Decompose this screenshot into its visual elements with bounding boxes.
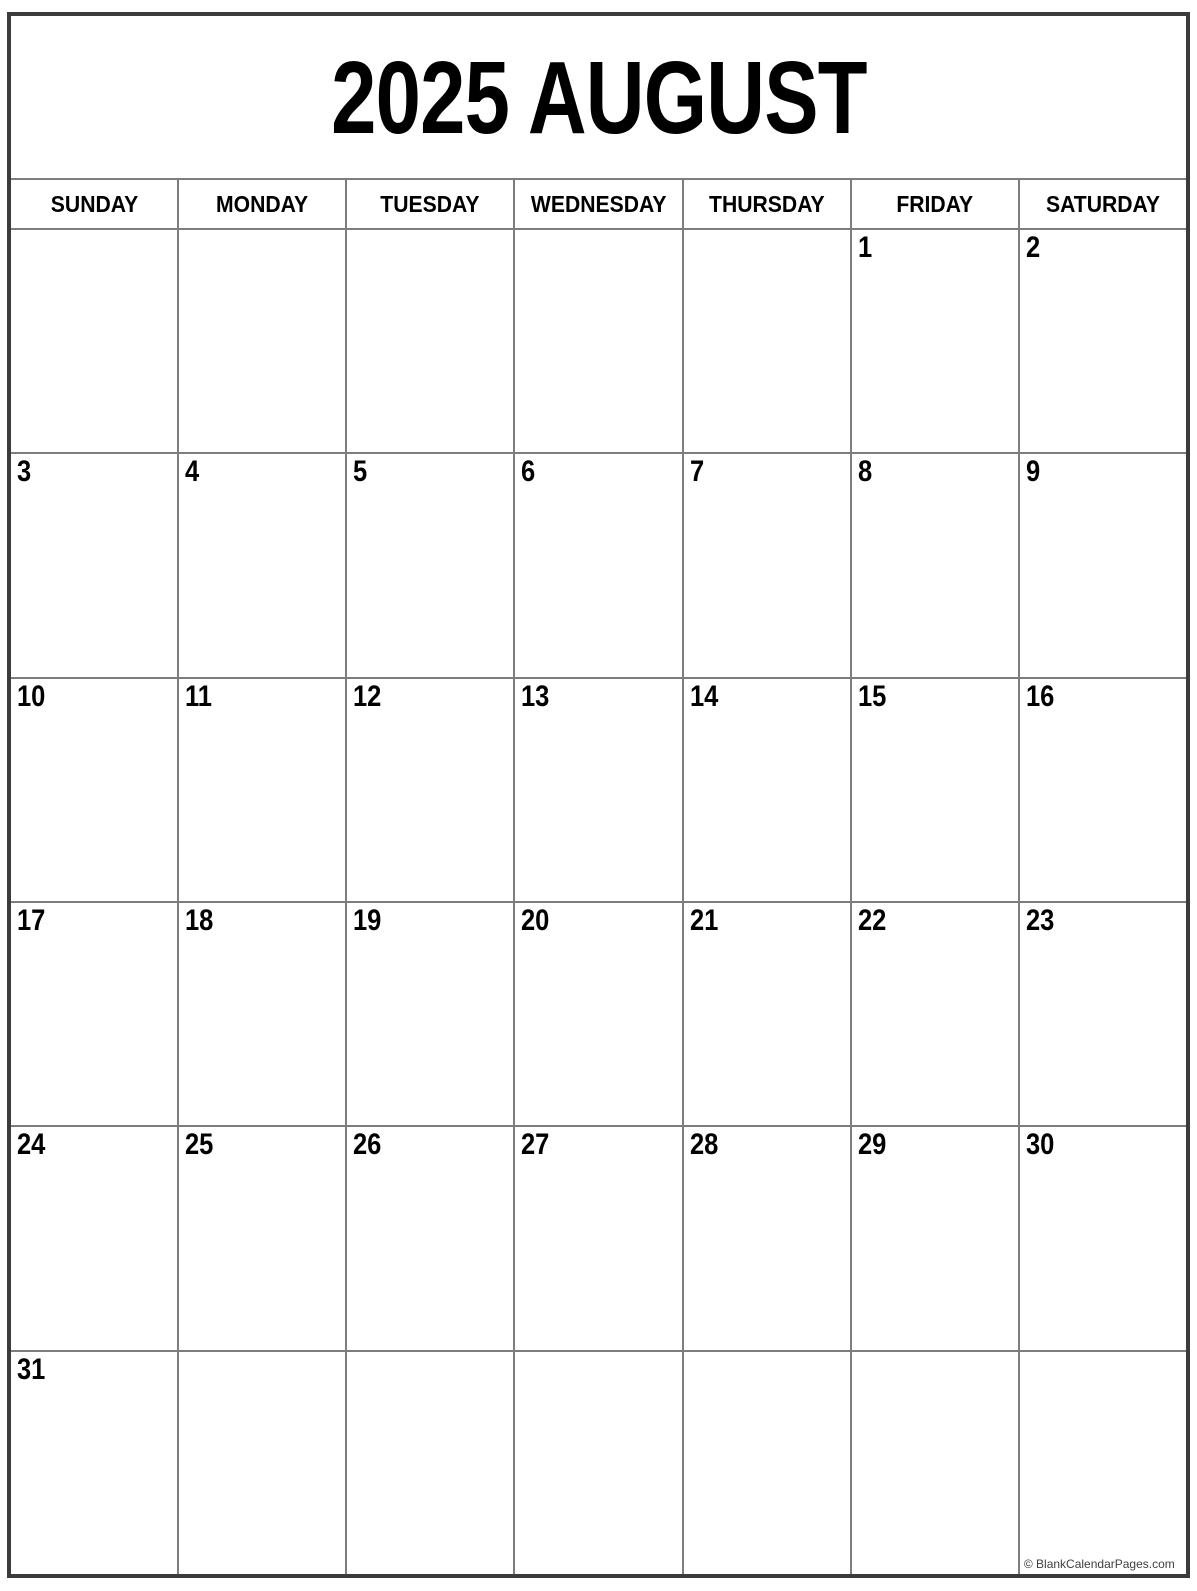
day-number: 11 bbox=[185, 679, 213, 713]
day-header-thursday bbox=[684, 180, 850, 228]
day-number: 1 bbox=[857, 231, 872, 264]
day-cell bbox=[1020, 454, 1186, 676]
day-number: 7 bbox=[689, 455, 704, 489]
day-number: 25 bbox=[185, 1128, 214, 1162]
day-cell bbox=[11, 230, 177, 452]
day-header-monday bbox=[179, 180, 345, 228]
day-header-saturday bbox=[1020, 180, 1186, 228]
day-cell bbox=[11, 679, 177, 901]
day-cell bbox=[347, 1127, 513, 1349]
day-number: 12 bbox=[353, 679, 382, 713]
day-cell bbox=[515, 454, 681, 676]
day-number: 2 bbox=[1025, 231, 1041, 264]
day-cell bbox=[179, 903, 345, 1125]
day-number: 27 bbox=[521, 1128, 550, 1162]
day-cell bbox=[852, 454, 1018, 676]
day-number: 18 bbox=[185, 903, 214, 937]
day-cell bbox=[347, 679, 513, 901]
day-number: 21 bbox=[689, 903, 718, 937]
day-number: 20 bbox=[521, 903, 550, 937]
day-number: 22 bbox=[857, 903, 887, 937]
day-cell bbox=[684, 230, 850, 452]
day-number: 5 bbox=[353, 455, 368, 489]
day-cell bbox=[179, 1127, 345, 1349]
day-number: 8 bbox=[857, 455, 872, 489]
day-cell bbox=[11, 454, 177, 676]
day-cell bbox=[515, 679, 681, 901]
day-cell bbox=[515, 903, 681, 1125]
day-cell bbox=[515, 1127, 681, 1349]
day-header-wednesday bbox=[515, 180, 681, 228]
day-header-sunday bbox=[11, 180, 177, 228]
day-cell bbox=[684, 1352, 850, 1574]
day-number: 13 bbox=[521, 679, 550, 713]
day-number: 28 bbox=[689, 1128, 718, 1162]
day-header-label: FRIDAY bbox=[896, 190, 974, 217]
day-header-label: SATURDAY bbox=[1045, 190, 1160, 217]
calendar-page bbox=[7, 12, 1190, 1578]
day-cell bbox=[347, 230, 513, 452]
day-header-label: SUNDAY bbox=[50, 190, 138, 217]
day-cell bbox=[11, 1352, 177, 1574]
day-cell bbox=[852, 1352, 1018, 1574]
day-header-label: THURSDAY bbox=[708, 190, 825, 217]
day-header-label: MONDAY bbox=[216, 190, 309, 217]
day-number: 19 bbox=[353, 903, 382, 937]
day-number: 17 bbox=[17, 903, 46, 937]
day-number: 14 bbox=[689, 679, 718, 713]
day-number: 9 bbox=[1025, 455, 1041, 489]
day-cell bbox=[684, 454, 850, 676]
day-cell bbox=[1020, 903, 1186, 1125]
day-cell bbox=[347, 454, 513, 676]
day-number: 29 bbox=[857, 1128, 887, 1162]
day-cell bbox=[852, 903, 1018, 1125]
day-number: 30 bbox=[1025, 1128, 1055, 1162]
day-cell bbox=[515, 1352, 681, 1574]
day-cell bbox=[347, 1352, 513, 1574]
day-number: 4 bbox=[185, 455, 200, 489]
day-header-label: TUESDAY bbox=[380, 190, 480, 217]
day-cell bbox=[179, 679, 345, 901]
day-cell bbox=[1020, 230, 1186, 452]
day-cell bbox=[1020, 1352, 1186, 1574]
calendar-grid bbox=[11, 178, 1186, 1574]
day-number: 23 bbox=[1025, 903, 1055, 937]
day-cell bbox=[684, 1127, 850, 1349]
day-cell bbox=[852, 230, 1018, 452]
page-title: 2025 AUGUST bbox=[330, 39, 867, 155]
day-cell bbox=[179, 230, 345, 452]
day-number: 16 bbox=[1025, 679, 1055, 713]
day-number: 24 bbox=[17, 1128, 46, 1162]
day-header-tuesday bbox=[347, 180, 513, 228]
day-cell bbox=[179, 1352, 345, 1574]
day-cell bbox=[515, 230, 681, 452]
watermark-text: © BlankCalendarPages.com bbox=[1023, 1556, 1175, 1571]
day-number: 15 bbox=[857, 679, 887, 713]
day-header-label: WEDNESDAY bbox=[530, 190, 667, 217]
day-number: 10 bbox=[17, 679, 46, 713]
day-number: 26 bbox=[353, 1128, 382, 1162]
day-cell bbox=[1020, 679, 1186, 901]
day-cell bbox=[684, 679, 850, 901]
day-number: 3 bbox=[17, 455, 32, 489]
day-cell bbox=[1020, 1127, 1186, 1349]
day-number: 6 bbox=[521, 455, 536, 489]
day-cell bbox=[179, 454, 345, 676]
day-cell bbox=[852, 679, 1018, 901]
day-number: 31 bbox=[17, 1352, 46, 1386]
day-header-friday bbox=[852, 180, 1018, 228]
day-cell bbox=[684, 903, 850, 1125]
day-cell bbox=[11, 1127, 177, 1349]
title-area bbox=[11, 16, 1186, 178]
day-cell bbox=[11, 903, 177, 1125]
day-cell bbox=[852, 1127, 1018, 1349]
day-cell bbox=[347, 903, 513, 1125]
